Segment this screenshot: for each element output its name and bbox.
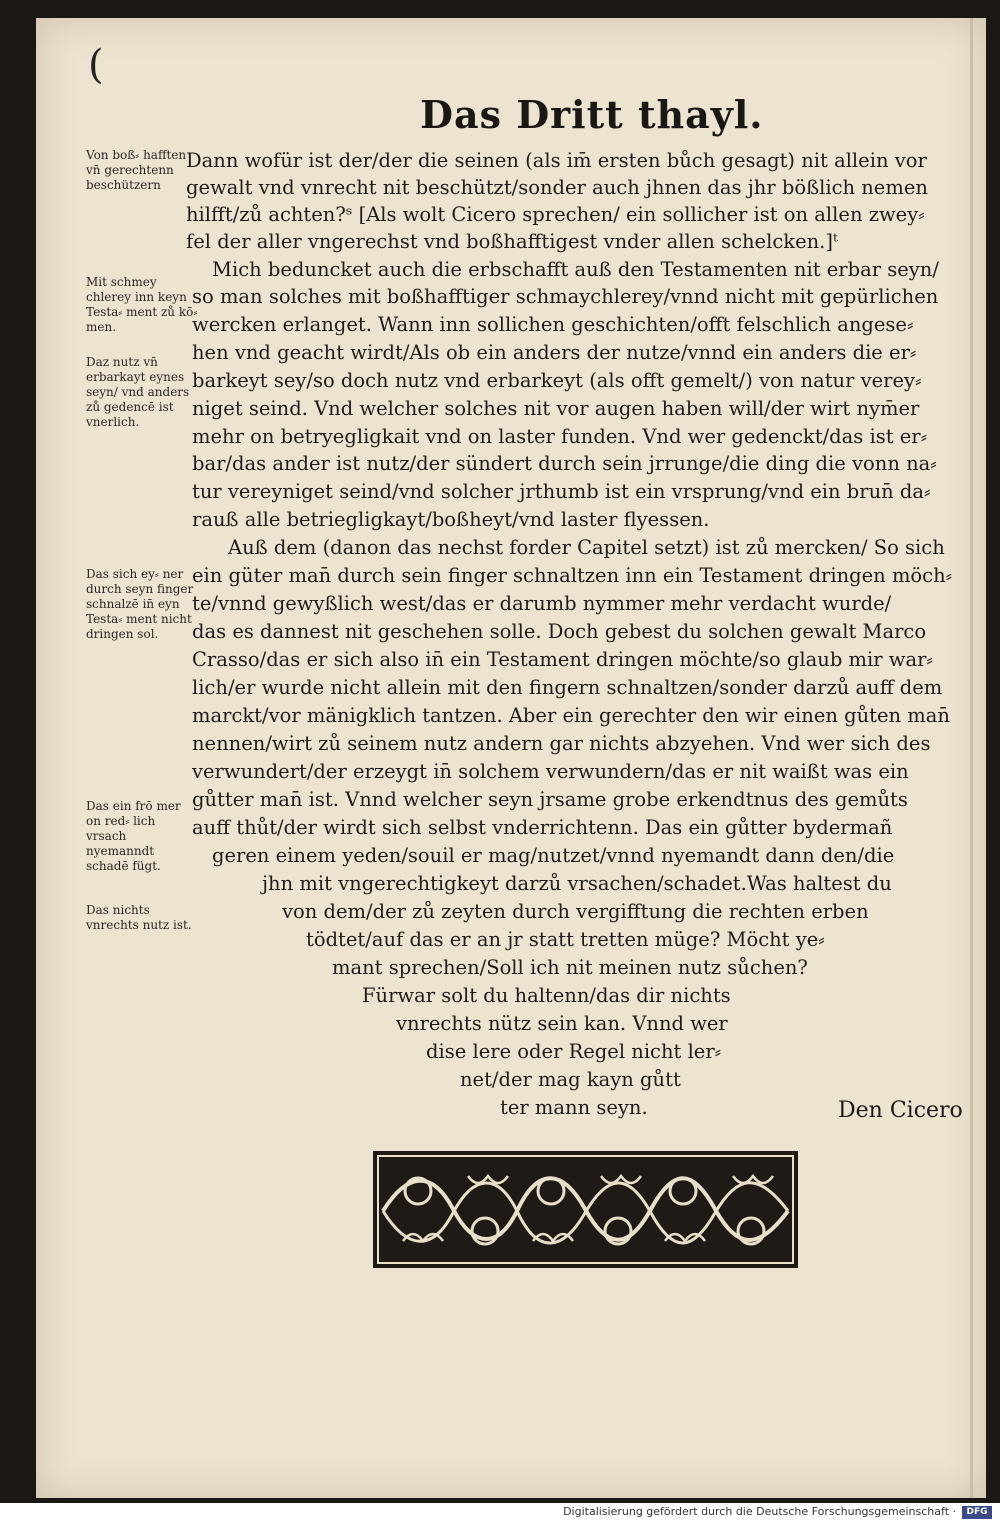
text-line: fel der aller vngerechst vnd boßhafftigest vnder allen schelcken.]ᵗ <box>186 230 838 253</box>
text-line: tödtet/auf das er an jr statt tretten müge? Möcht ye⸗ <box>306 928 825 951</box>
text-line: gewalt vnd vnrecht nit beschützt/sonder auch jhnen das jhr bößlich nemen <box>186 176 928 199</box>
text-line: mehr on betryegligkait vnd on laster funden. Vnd wer gedenckt/das ist er⸗ <box>192 425 928 448</box>
page-mark: ( <box>88 42 104 88</box>
margin-note: Daz nutz vn̄ erbarkayt eynes seyn/ vnd anders zů gedencē ist vnerlich. <box>86 355 190 429</box>
margin-note: Das ein frō mer on red⸗ lich vrsach nyemanndt schadē fügt. <box>86 799 181 873</box>
margin-note: Von boß⸗ hafften vn̄ gerechtenn beschützern <box>86 148 187 192</box>
catchword: Den Cicero <box>838 1098 963 1123</box>
text-line: von dem/der zů zeyten durch vergifftung die rechten erben <box>282 900 869 923</box>
digitization-credit: Digitalisierung gefördert durch die Deutsche Forschungsgemeinschaft · <box>563 1505 956 1518</box>
text-line: verwundert/der erzeygt in̄ solchem verwundern/das er nit waißt was ein <box>192 760 909 783</box>
margin-note: Das sich ey⸗ ner durch seyn finger schnalzē in̄ eyn Testa⸗ ment nicht dringen sol. <box>86 567 194 641</box>
text-line: jhn mit vngerechtigkeyt darzů vrsachen/schadet.Was haltest du <box>262 872 892 895</box>
text-line: net/der mag kayn gůtt <box>460 1068 681 1091</box>
text-line: bar/das ander ist nutz/der sündert durch sein jrrunge/die ding die vonn na⸗ <box>192 452 937 475</box>
text-line: mant sprechen/Soll ich nit meinen nutz sůchen? <box>332 956 808 979</box>
text-line: rauß alle betriegligkayt/boßheyt/vnd laster flyessen. <box>192 508 710 531</box>
text-line: ein güter man̄ durch sein finger schnaltzen inn ein Testament dringen möch⸗ <box>192 564 953 587</box>
text-line: hen vnd geacht wirdt/Als ob ein anders der nutze/vnnd ein anders die er⸗ <box>192 341 917 364</box>
dfg-logo: DFG <box>962 1506 992 1519</box>
text-line: Auß dem (danon das nechst forder Capitel setzt) ist zů mercken/ So sich <box>228 536 945 559</box>
text-line: tur vereyniget seind/vnd solcher jrthumb ist ein vrsprung/vnd ein brun̄ da⸗ <box>192 480 931 503</box>
text-line: Fürwar solt du haltenn/das dir nichts <box>362 984 731 1007</box>
margin-note: Das nichts vnrechts nutz ist. <box>86 903 192 932</box>
text-line: nennen/wirt zů seinem nutz andern gar nichts abzyehen. Vnd wer sich des <box>192 732 931 755</box>
running-title: Das Dritt thayl. <box>420 92 764 137</box>
text-line: vnrechts nütz sein kan. Vnnd wer <box>396 1012 728 1035</box>
text-line: hilfft/zů achten?ˢ [Als wolt Cicero sprechen/ ein sollicher ist on allen zwey⸗ <box>186 203 925 226</box>
margin-note: Mit schmey chlerey inn keyn Testa⸗ ment zů kō⸗ men. <box>86 275 198 334</box>
text-line: lich/er wurde nicht allein mit den fingern schnaltzen/sonder darzů auff dem <box>192 676 943 699</box>
text-line: Dann wofür ist der/der die seinen (als im̄ ersten bůch gesagt) nit allein vor <box>186 149 927 172</box>
text-line: dise lere oder Regel nicht ler⸗ <box>426 1040 722 1063</box>
text-line: niget seind. Vnd welcher solches nit vor augen haben will/der wirt nym̄er <box>192 397 920 420</box>
text-line: auff thůt/der wirdt sich selbst vnderrichtenn. Das ein gůtter bydermañ <box>192 816 893 839</box>
text-line: ter mann seyn. <box>500 1096 648 1119</box>
text-line: gůtter man̄ ist. Vnnd welcher seyn jrsame grobe erkendtnus des gemůts <box>192 788 908 811</box>
text-line: so man solches mit boßhafftiger schmaychlerey/vnnd nicht mit gepürlichen <box>192 285 939 308</box>
woodcut-ornament <box>373 1151 798 1268</box>
text-line: das es dannest nit geschehen solle. Doch gebest du solchen gewalt Marco <box>192 620 927 643</box>
text-line: geren einem yeden/souil er mag/nutzet/vnnd nyemandt dann den/die <box>212 844 895 867</box>
page-edge <box>970 18 973 1498</box>
text-line: Mich beduncket auch die erbschafft auß den Testamenten nit erbar seyn/ <box>212 258 939 281</box>
text-line: te/vnnd gewyßlich west/das er darumb nymmer mehr verdacht wurde/ <box>192 592 892 615</box>
text-line: wercken erlanget. Wann inn sollichen geschichten/offt felschlich angese⸗ <box>192 313 914 336</box>
text-line: barkeyt sey/so doch nutz vnd erbarkeyt (als offt gemelt/) von natur verey⸗ <box>192 369 922 392</box>
text-line: marckt/vor mänigklich tantzen. Aber ein gerechter den wir einen gůten man̄ <box>192 704 950 727</box>
text-line: Crasso/das er sich also in̄ ein Testament dringen möchte/so glaub mir war⸗ <box>192 648 933 671</box>
